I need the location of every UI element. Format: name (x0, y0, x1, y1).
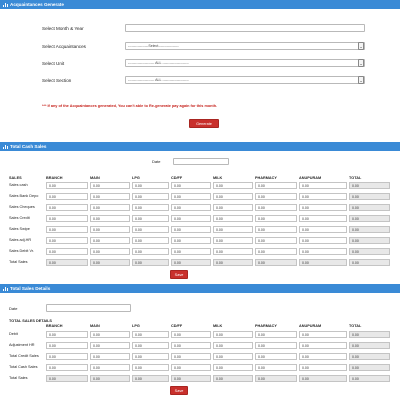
details-cell-input: 0.00 (349, 353, 390, 360)
cash-cell-input[interactable]: 0.00 (213, 248, 253, 255)
acquaintances-label: Select Acquaintances (42, 44, 86, 49)
cash-cell-input[interactable]: 0.00 (46, 237, 88, 244)
cash-cell-input[interactable]: 0.00 (299, 237, 347, 244)
cash-date-label: Date (152, 159, 161, 164)
cash-column-header: TOTAL (349, 176, 362, 180)
details-row-label: Adjustment HR (9, 343, 35, 348)
cash-cell-input[interactable]: 0.00 (171, 215, 211, 222)
cash-cell-input[interactable]: 0.00 (255, 182, 297, 189)
cash-cell-input[interactable]: 0.00 (255, 248, 297, 255)
cash-cell-input[interactable]: 0.00 (46, 204, 88, 211)
cash-cell-input[interactable]: 0.00 (46, 226, 88, 233)
details-cell-input[interactable]: 0.00 (90, 331, 130, 338)
regenerate-warning: *** If any of the Acquaintances generated, You can't able to Re-generate pay again for this month. (42, 104, 218, 108)
cash-cell-input[interactable]: 0.00 (171, 237, 211, 244)
details-cell-input[interactable]: 0.00 (46, 353, 88, 360)
cash-date-input[interactable] (173, 158, 229, 165)
chevron-down-icon[interactable]: ⌄ (359, 78, 363, 84)
details-cell-input[interactable]: 0.00 (46, 364, 88, 371)
unit-select-value: ---------------------- ALL ---------------------- (128, 61, 189, 65)
section-select[interactable] (125, 76, 365, 84)
month-year-input[interactable] (125, 24, 365, 32)
bar-chart-icon (3, 287, 8, 291)
details-column-header: TOTAL (349, 324, 362, 328)
cash-row-label: Sales Swipe (9, 227, 30, 232)
cash-row-label: Total Sales (9, 260, 28, 265)
acquaintances-select-value: -----------------Select----------------- (128, 44, 179, 48)
details-cell-input[interactable]: 0.00 (132, 342, 169, 349)
cash-cell-input[interactable]: 0.00 (90, 204, 130, 211)
acquaintances-select[interactable] (125, 42, 365, 50)
details-cell-input[interactable]: 0.00 (171, 364, 211, 371)
details-cell-input[interactable]: 0.00 (90, 364, 130, 371)
details-cell-input[interactable]: 0.00 (132, 331, 169, 338)
cash-cell-input[interactable]: 0.00 (299, 204, 347, 211)
chevron-down-icon[interactable]: ⌄ (359, 44, 363, 50)
cash-cell-input[interactable]: 0.00 (213, 182, 253, 189)
cash-row-label: Sales Bank Depo (9, 194, 39, 199)
cash-cell-input[interactable]: 0.00 (90, 193, 130, 200)
cash-column-header: ANUPURAM (299, 176, 322, 180)
cash-cell-input[interactable]: 0.00 (171, 204, 211, 211)
cash-cell-input[interactable]: 0.00 (132, 182, 169, 189)
details-cell-input[interactable]: 0.00 (299, 331, 347, 338)
details-column-header: CD/FF (171, 324, 183, 328)
cash-cell-input[interactable]: 0.00 (213, 193, 253, 200)
details-cell-input[interactable]: 0.00 (299, 342, 347, 349)
details-cell-input[interactable]: 0.00 (255, 331, 297, 338)
details-cell-input: 0.00 (90, 375, 130, 382)
cash-cell-input: 0.00 (46, 259, 88, 266)
details-cell-input[interactable]: 0.00 (213, 364, 253, 371)
details-cell-input[interactable]: 0.00 (255, 364, 297, 371)
cash-cell-input[interactable]: 0.00 (299, 248, 347, 255)
cash-cell-input[interactable]: 0.00 (132, 248, 169, 255)
cash-cell-input[interactable]: 0.00 (171, 182, 211, 189)
details-cell-input: 0.00 (299, 375, 347, 382)
cash-cell-input[interactable]: 0.00 (299, 182, 347, 189)
cash-cell-input[interactable]: 0.00 (255, 226, 297, 233)
cash-cell-input[interactable]: 0.00 (213, 215, 253, 222)
cash-cell-input[interactable]: 0.00 (132, 226, 169, 233)
cash-row-label: Sales Credit (9, 216, 30, 221)
bar-chart-icon (3, 145, 8, 149)
cash-cell-input: 0.00 (90, 259, 130, 266)
cash-cell-input: 0.00 (213, 259, 253, 266)
cash-cell-input: 0.00 (349, 193, 390, 200)
details-cell-input: 0.00 (213, 375, 253, 382)
cash-sales-header (0, 142, 400, 151)
acquaintances-header (0, 0, 400, 9)
details-row-label: Total Sales (9, 376, 28, 381)
details-row-label: Total Credit Sales (9, 354, 39, 359)
bar-chart-icon (3, 3, 8, 7)
cash-cell-input: 0.00 (349, 215, 390, 222)
cash-cell-input[interactable]: 0.00 (213, 226, 253, 233)
cash-cell-input[interactable]: 0.00 (46, 193, 88, 200)
cash-cell-input[interactable]: 0.00 (255, 237, 297, 244)
cash-row-label: Sales adj.HR (9, 238, 32, 243)
chevron-down-icon[interactable]: ⌄ (359, 61, 363, 67)
details-cell-input[interactable]: 0.00 (90, 353, 130, 360)
details-row-label: Total Cash Sales (9, 365, 38, 370)
cash-cell-input[interactable]: 0.00 (90, 226, 130, 233)
sales-details-title: Total Sales Details (10, 286, 51, 291)
cash-cell-input: 0.00 (349, 226, 390, 233)
details-cell-input: 0.00 (349, 342, 390, 349)
details-cell-input[interactable]: 0.00 (213, 342, 253, 349)
cash-cell-input: 0.00 (132, 259, 169, 266)
cash-cell-input: 0.00 (349, 237, 390, 244)
details-cell-input: 0.00 (349, 331, 390, 338)
details-corner-header: TOTAL SALES DETAILS (9, 319, 52, 323)
cash-save-button[interactable]: Save (170, 270, 188, 279)
cash-cell-input[interactable]: 0.00 (255, 204, 297, 211)
cash-cell-input: 0.00 (299, 259, 347, 266)
cash-cell-input[interactable]: 0.00 (171, 248, 211, 255)
details-date-input[interactable] (46, 304, 131, 312)
cash-row-label: Sales cash (9, 183, 28, 188)
details-cell-input[interactable]: 0.00 (132, 353, 169, 360)
details-save-button[interactable]: Save (170, 386, 188, 395)
cash-cell-input: 0.00 (255, 259, 297, 266)
cash-cell-input[interactable]: 0.00 (255, 215, 297, 222)
details-cell-input[interactable]: 0.00 (213, 353, 253, 360)
details-cell-input: 0.00 (132, 375, 169, 382)
cash-cell-input[interactable]: 0.00 (90, 215, 130, 222)
cash-cell-input[interactable]: 0.00 (171, 226, 211, 233)
details-cell-input[interactable]: 0.00 (46, 342, 88, 349)
section-select-value: ---------------------- ALL ---------------------- (128, 78, 189, 82)
unit-label: Select Unit (42, 61, 65, 66)
details-column-header: LPG (132, 324, 140, 328)
cash-cell-input: 0.00 (171, 259, 211, 266)
month-year-label: Select Month & Year (42, 26, 84, 31)
cash-cell-input[interactable]: 0.00 (171, 193, 211, 200)
cash-cell-input[interactable]: 0.00 (299, 215, 347, 222)
details-cell-input[interactable]: 0.00 (46, 331, 88, 338)
details-cell-input: 0.00 (171, 375, 211, 382)
details-date-label: Date (9, 306, 18, 311)
cash-column-header: MAIN (90, 176, 100, 180)
details-cell-input[interactable]: 0.00 (213, 331, 253, 338)
cash-column-header: BRANCH (46, 176, 63, 180)
details-cell-input[interactable]: 0.00 (255, 353, 297, 360)
details-cell-input: 0.00 (46, 375, 88, 382)
cash-cell-input[interactable]: 0.00 (132, 193, 169, 200)
cash-cell-input[interactable]: 0.00 (213, 204, 253, 211)
cash-cell-input[interactable]: 0.00 (90, 182, 130, 189)
details-row-label: Debit (9, 332, 18, 337)
cash-cell-input: 0.00 (349, 248, 390, 255)
cash-cell-input: 0.00 (349, 204, 390, 211)
details-column-header: ANUPURAM (299, 324, 322, 328)
cash-cell-input[interactable]: 0.00 (132, 204, 169, 211)
details-column-header: MAIN (90, 324, 100, 328)
cash-cell-input[interactable]: 0.00 (255, 193, 297, 200)
unit-select[interactable] (125, 59, 365, 67)
details-cell-input: 0.00 (255, 375, 297, 382)
acquaintances-title: Acquaintances Generate (10, 2, 64, 7)
cash-column-header: MILK (213, 176, 223, 180)
cash-row-label: Sales Cheques (9, 205, 35, 210)
details-cell-input: 0.00 (349, 364, 390, 371)
cash-cell-input[interactable]: 0.00 (90, 237, 130, 244)
details-column-header: PHARMACY (255, 324, 277, 328)
cash-column-header: LPG (132, 176, 140, 180)
details-column-header: BRANCH (46, 324, 63, 328)
details-cell-input: 0.00 (349, 375, 390, 382)
cash-cell-input[interactable]: 0.00 (213, 237, 253, 244)
details-cell-input[interactable]: 0.00 (171, 331, 211, 338)
cash-cell-input[interactable]: 0.00 (299, 193, 347, 200)
details-cell-input[interactable]: 0.00 (299, 364, 347, 371)
cash-cell-input[interactable]: 0.00 (132, 215, 169, 222)
cash-cell-input[interactable]: 0.00 (90, 248, 130, 255)
cash-column-header: PHARMACY (255, 176, 277, 180)
cash-cell-input[interactable]: 0.00 (46, 248, 88, 255)
cash-cell-input[interactable]: 0.00 (299, 226, 347, 233)
details-column-header: MILK (213, 324, 223, 328)
details-cell-input[interactable]: 0.00 (132, 364, 169, 371)
cash-corner-header: SALES (9, 176, 22, 180)
cash-cell-input: 0.00 (349, 182, 390, 189)
sales-details-header (0, 284, 400, 293)
cash-row-label: Sales Debit Vr. (9, 249, 34, 254)
details-cell-input[interactable]: 0.00 (90, 342, 130, 349)
section-label: Select Section (42, 78, 72, 83)
details-cell-input[interactable]: 0.00 (255, 342, 297, 349)
generate-button[interactable]: Generate (189, 119, 219, 128)
details-cell-input[interactable]: 0.00 (171, 342, 211, 349)
cash-cell-input: 0.00 (349, 259, 390, 266)
cash-column-header: CD/FF (171, 176, 183, 180)
cash-cell-input[interactable]: 0.00 (46, 215, 88, 222)
cash-cell-input[interactable]: 0.00 (132, 237, 169, 244)
cash-sales-title: Total Cash Sales (10, 144, 47, 149)
details-cell-input[interactable]: 0.00 (299, 353, 347, 360)
cash-cell-input[interactable]: 0.00 (46, 182, 88, 189)
details-cell-input[interactable]: 0.00 (171, 353, 211, 360)
